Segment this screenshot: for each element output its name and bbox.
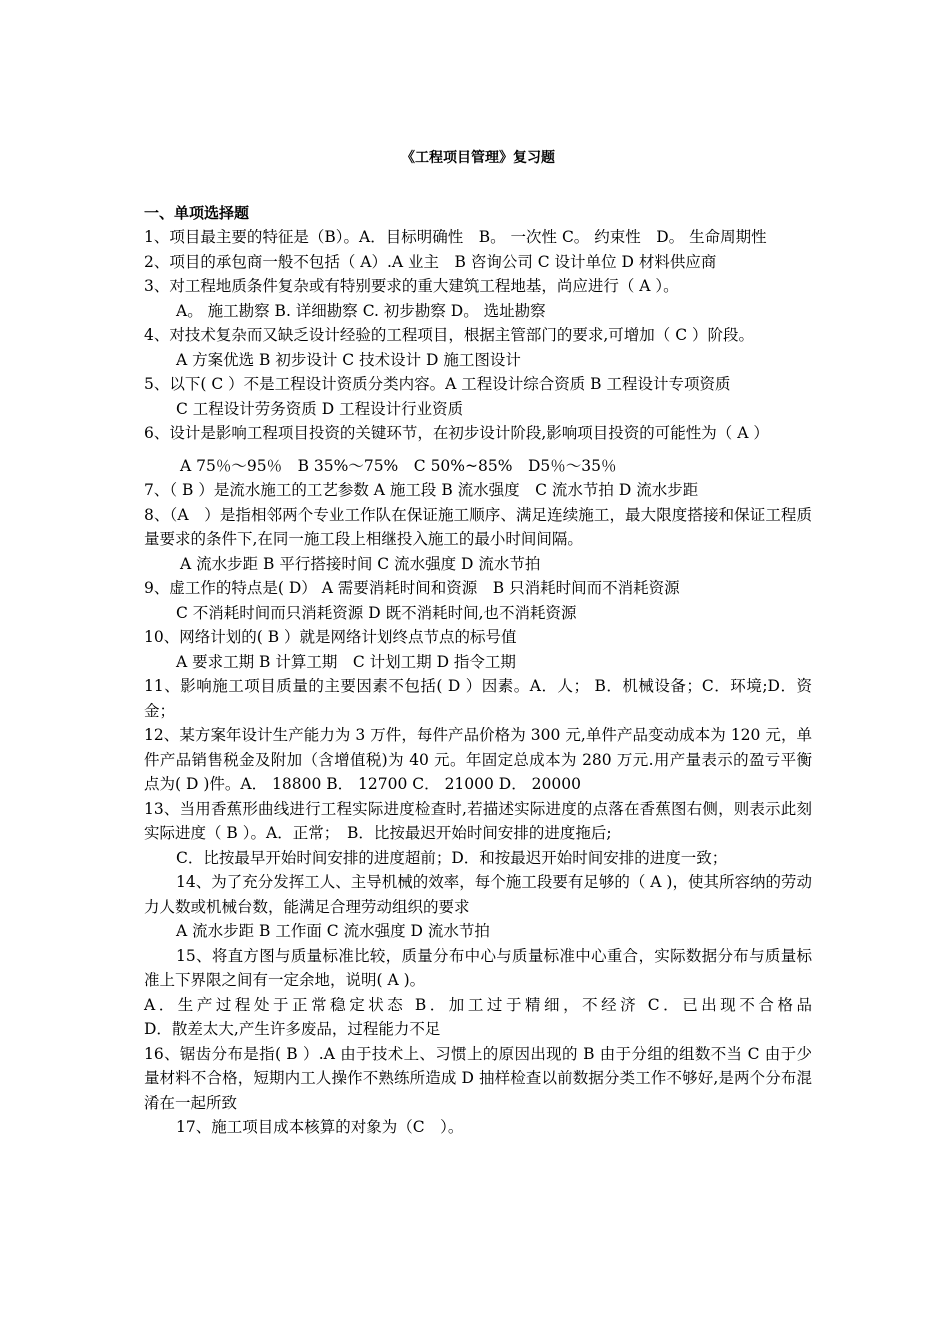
- question-12: 12、某方案年设计生产能力为 3 万件，每件产品价格为 300 元,单件产品变动成本为 120 元，单件产品销售税金及附加（含增值税)为 40 元。年固定总成本为 280 万元.用产量表示的盈亏平衡点为( D )件。A． 18800 B． 12700 C． 21000 D． 20000: [144, 726, 812, 793]
- document-title: 《工程项目管理》复习题: [401, 150, 555, 166]
- question-5: 5、以下( C ）不是工程设计资质分类内容。A 工程设计综合资质 B 工程设计专项资质: [144, 375, 731, 393]
- document-page: [144, 146, 812, 1140]
- question-13: 13、当用香蕉形曲线进行工程实际进度检查时,若描述实际进度的点落在香蕉图右侧，则表示此刻实际进度（ B ）。A．正常； B．比按最迟开始时间安排的进度拖后;: [144, 799, 812, 842]
- question-4-options: A 方案优选 B 初步设计 C 技术设计 D 施工图设计: [176, 350, 521, 369]
- question-1: 1、项目最主要的特征是（B）。A．目标明确性 B。 一次性 C。 约束性 D。 生命周期性: [144, 228, 767, 246]
- question-11: 11、影响施工项目质量的主要因素不包括( D ）因素。A．人； B．机械设备；C．环境;D．资金；: [144, 677, 812, 720]
- question-15-options-line-1: A．生产过程处于正常稳定状态 B．加工过于精细，不经济 C．已出现不合格品: [144, 995, 812, 1014]
- question-6: 6、设计是影响工程项目投资的关键环节，在初步设计阶段,影响项目投资的可能性为（ A ）: [144, 424, 769, 442]
- question-16: 16、锯齿分布是指( B ）.A 由于技术上、习惯上的原因出现的 B 由于分组的组数不当 C 由于少量材料不合格，短期内工人操作不熟练所造成 D 抽样检查以前数据分类工作不够好,是两个分布混淆在一起所致: [144, 1044, 812, 1112]
- question-10-options: A 要求工期 B 计算工期 C 计划工期 D 指令工期: [176, 652, 516, 671]
- question-5-options: C 工程设计劳务资质 D 工程设计行业资质: [176, 399, 464, 418]
- question-7: 7、（ B ）是流水施工的工艺参数 A 施工段 B 流水强度 C 流水节拍 D 流水步距: [144, 481, 699, 499]
- question-2: 2、项目的承包商一般不包括（ A）.A 业主 B 咨询公司 C 设计单位 D 材料供应商: [144, 252, 717, 271]
- question-10: 10、网络计划的( B ）就是网络计划终点节点的标号值: [144, 628, 517, 646]
- question-15: 15、将直方图与质量标准比较，质量分布中心与质量标准中心重合，实际数据分布与质量标准上下界限之间有一定余地，说明( A )。: [144, 946, 812, 989]
- question-17: 17、施工项目成本核算的对象为（C ）。: [176, 1118, 464, 1136]
- question-3: 3、对工程地质条件复杂或有特别要求的重大建筑工程地基，尚应进行（ A ）。: [144, 277, 679, 295]
- question-14: 14、为了充分发挥工人、主导机械的效率，每个施工段要有足够的（ A )，使其所容纳的劳动力人数或机械台数，能满足合理劳动组织的要求: [144, 873, 812, 916]
- question-6-options: A 75％～95％ B 35%～75% C 50%~85% D5％～35％: [180, 456, 617, 475]
- question-3-options: A。 施工勘察 B. 详细勘察 C. 初步勘察 D。 选址勘察: [176, 301, 546, 320]
- question-13-options: C．比按最早开始时间安排的进度超前；D．和按最迟开始时间安排的进度一致；: [176, 848, 728, 867]
- question-9-options: C 不消耗时间而只消耗资源 D 既不消耗时间,也不消耗资源: [176, 603, 577, 622]
- question-9: 9、虚工作的特点是( D） A 需要消耗时间和资源 B 只消耗时间而不消耗资源: [144, 579, 680, 597]
- section-heading-single-choice: 一、单项选择题: [144, 203, 250, 222]
- question-8: 8、（A ）是指相邻两个专业工作队在保证施工顺序、满足连续施工，最大限度搭接和保证工程质量要求的条件下,在同一施工段上相继投入施工的最小时间间隔。: [144, 505, 812, 548]
- question-8-options: A 流水步距 B 平行搭接时间 C 流水强度 D 流水节拍: [180, 554, 541, 573]
- question-4: 4、对技术复杂而又缺乏设计经验的工程项目，根据主管部门的要求,可增加（ C ）阶段。: [144, 326, 755, 344]
- question-14-options: A 流水步距 B 工作面 C 流水强度 D 流水节拍: [176, 922, 490, 940]
- question-15-options-line-2: D．散差太大,产生许多废品，过程能力不足: [144, 1020, 441, 1038]
